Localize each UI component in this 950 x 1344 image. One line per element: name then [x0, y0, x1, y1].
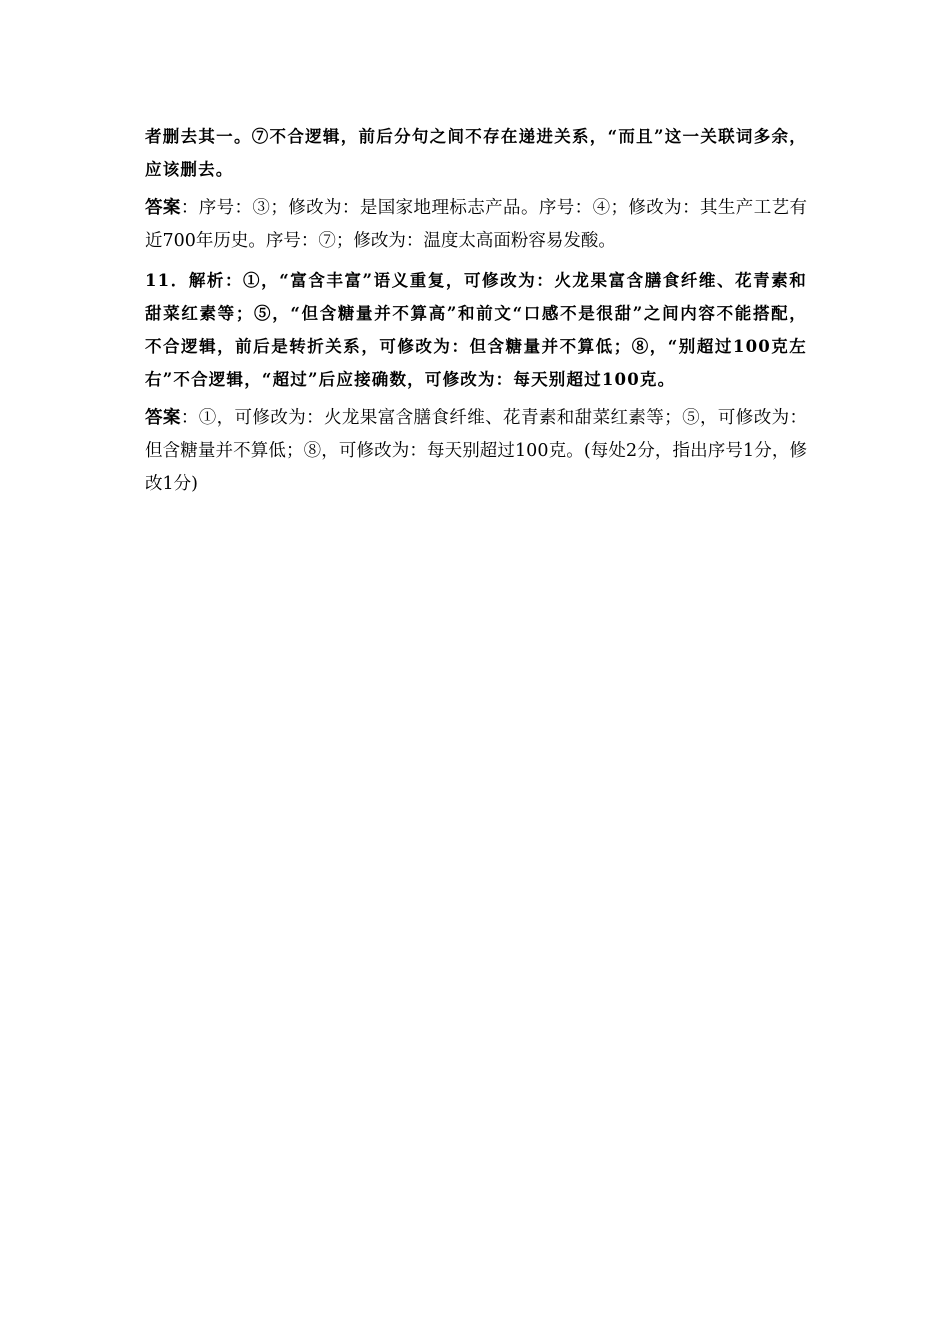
document-content: [145, 120, 807, 507]
analysis-continued-text: 者删去其一。⑦不合逻辑，前后分句之间不存在递进关系，“而且”这一关联词多余，应该删去。: [145, 127, 807, 179]
answer-text: ：①，可修改为：火龙果富含膳食纤维、花青素和甜菜红素等；⑤，可修改为：但含糖量并不算低；⑧，可修改为：每天别超过100克。(每处2分，指出序号1分，修改1分): [145, 408, 808, 494]
answer-text: ：序号：③；修改为：是国家地理标志产品。序号：④；修改为：其生产工艺有近700年历史。序号：⑦；修改为：温度太高面粉容易发酸。: [145, 198, 808, 251]
answer-label: 答案: [145, 408, 181, 428]
answer-paragraph-10: [145, 192, 807, 258]
analysis-continued-paragraph: [145, 120, 807, 186]
analysis-text: ：①，“富含丰富”语义重复，可修改为：火龙果富含膳食纤维、花青素和甜菜红素等；⑤，“但含糖量并不算高”和前文“口感不是很甜”之间内容不能搭配，不合逻辑，前后是转折关系，可修改为：但含糖量并不算低；⑧，“别超过100克左右”不合逻辑，“超过”后应接确数，可修改为：每天别超过100克。: [145, 271, 807, 389]
answer-label: 答案: [145, 198, 181, 218]
answer-paragraph-11: [145, 402, 807, 501]
analysis-label: 解析: [188, 271, 225, 290]
question-number: 11．: [145, 271, 189, 290]
analysis-paragraph-11: [145, 264, 807, 396]
